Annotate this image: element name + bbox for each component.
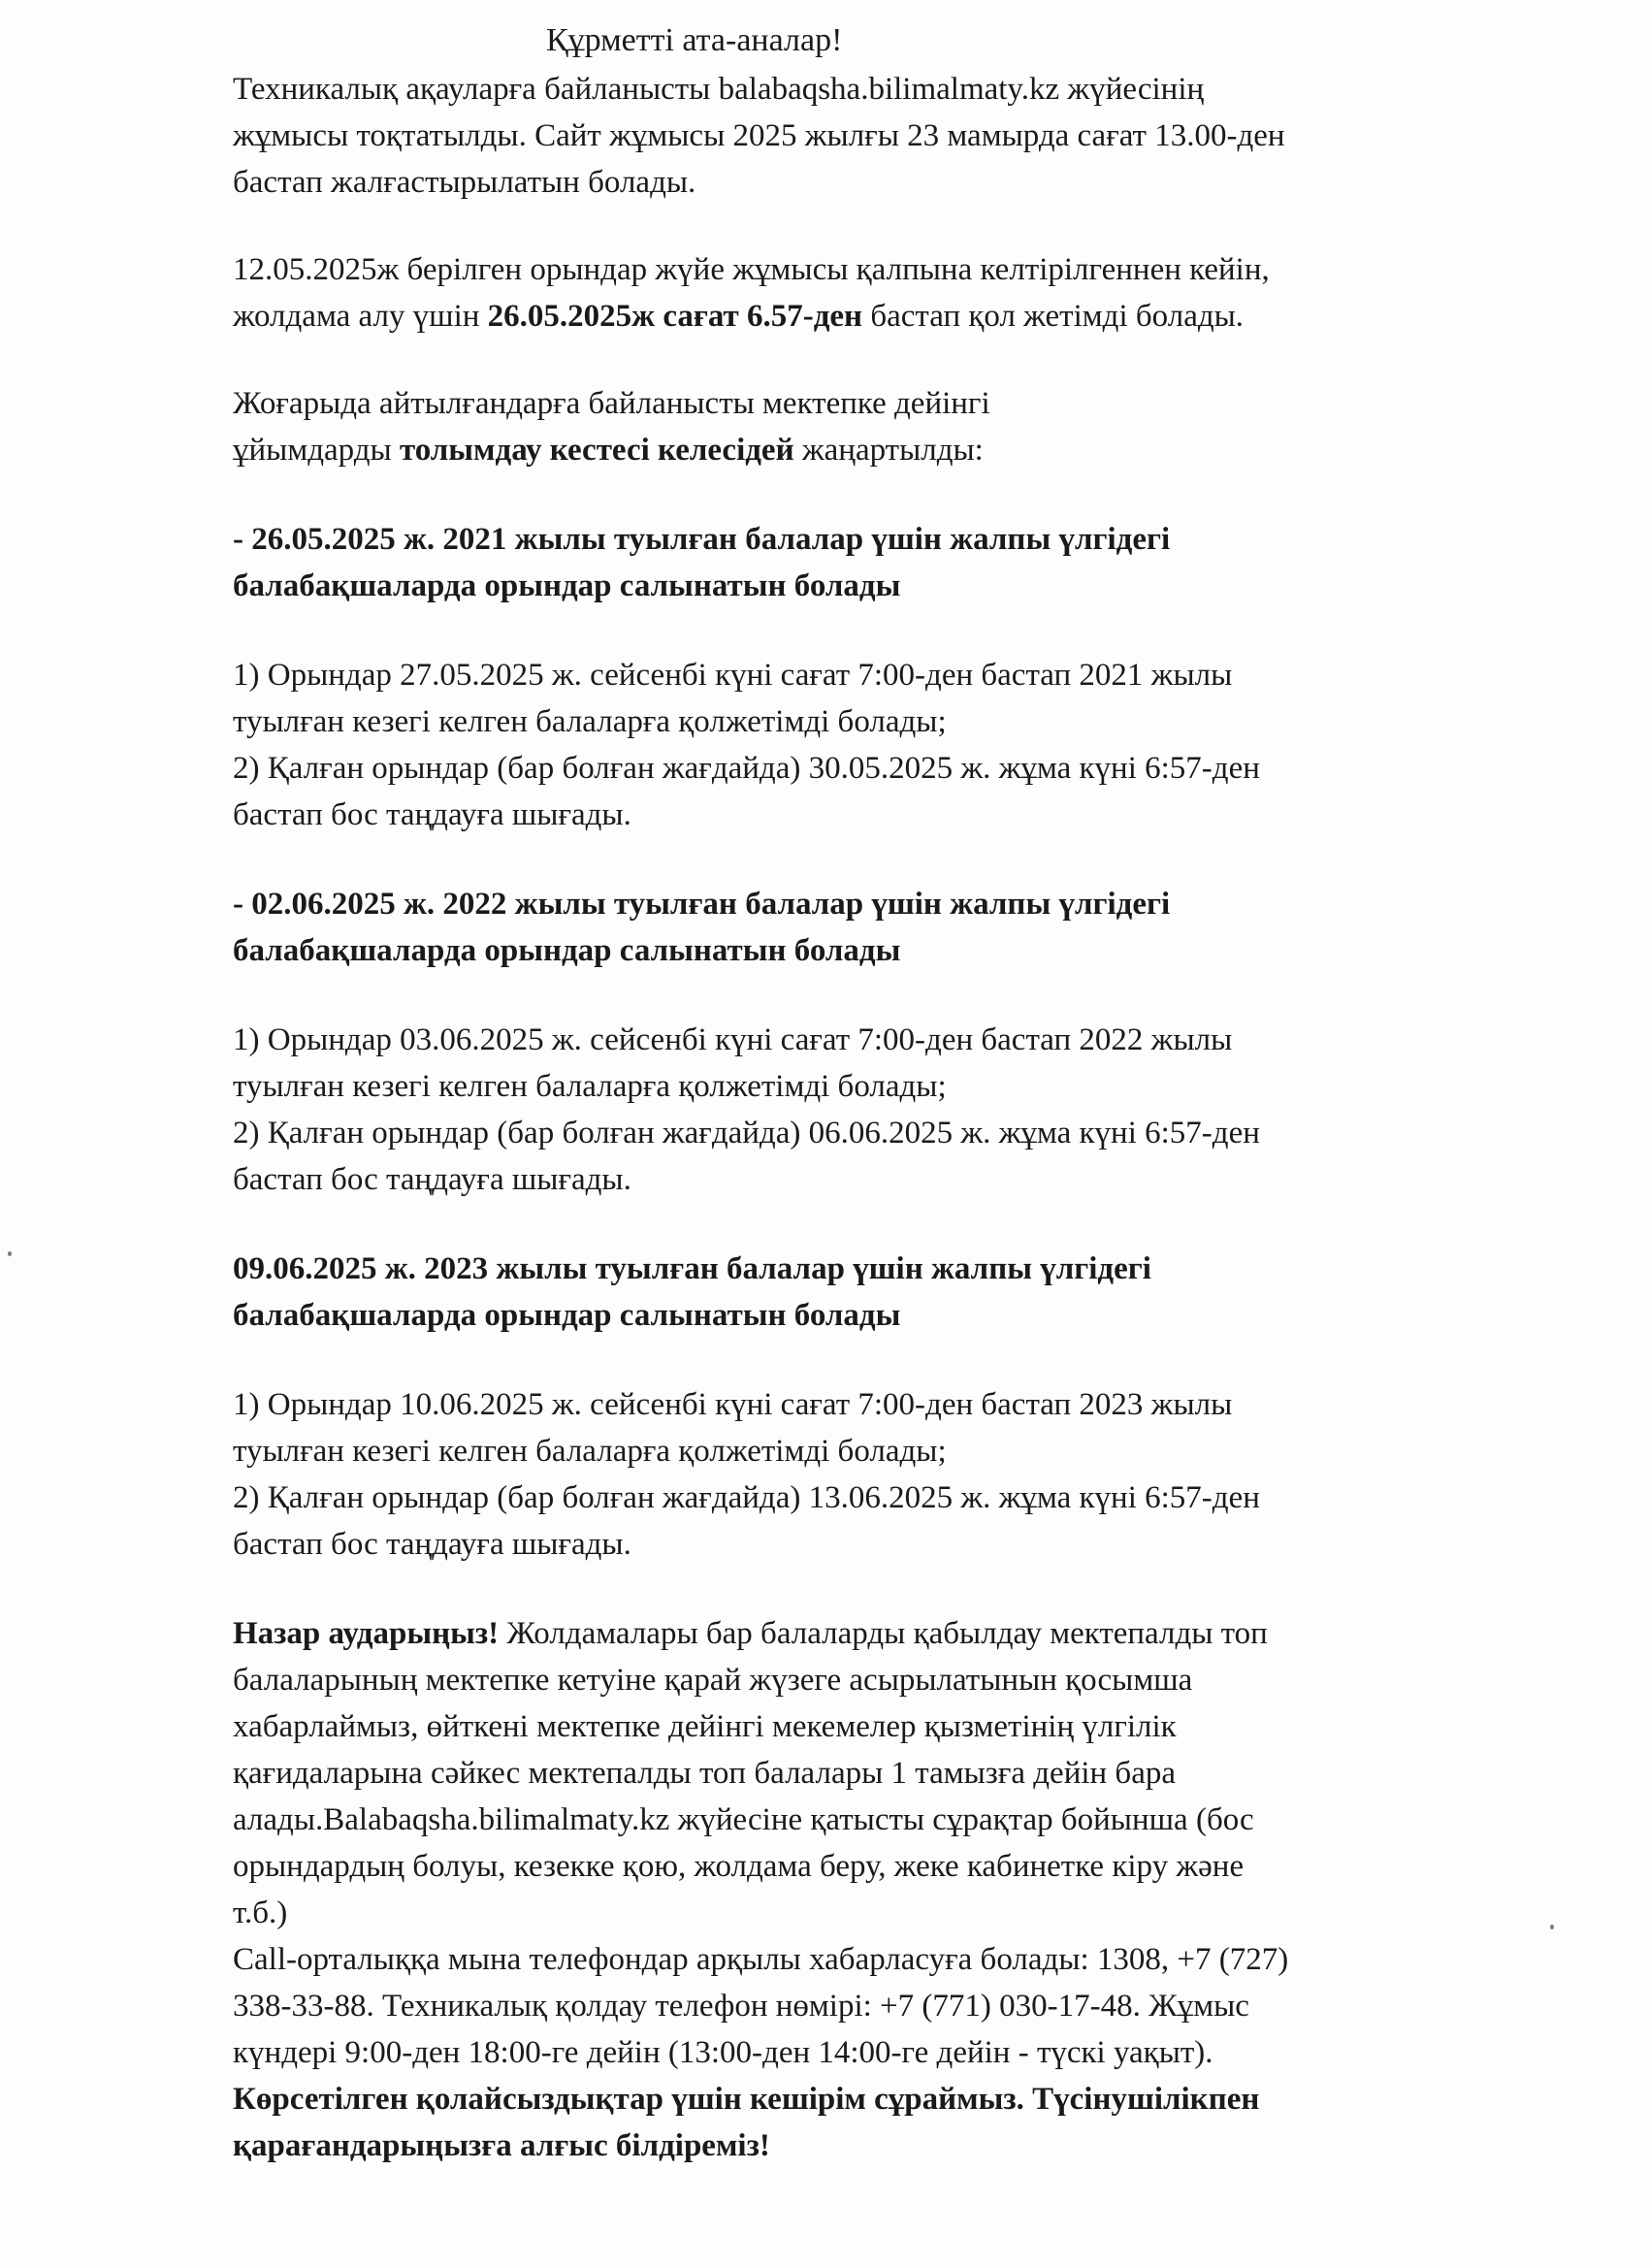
schedule-section-2022 <box>233 881 1533 1203</box>
section-heading <box>233 563 1533 609</box>
notice-lead: Назар аударыңыз! <box>233 1616 500 1651</box>
text-line: Жоғарыда айтылғандарға байланысты мектепке дейінгі <box>233 386 990 421</box>
text-line <box>233 1610 1533 1657</box>
text-line: күндері 9:00-ден 18:00-ге дейін (13:00-ден 14:00-ге дейін - түскі уақыт). <box>233 2035 1213 2070</box>
places-paragraph <box>233 246 1533 340</box>
bold-date: 26.05.2025ж сағат 6.57-ден <box>487 299 863 334</box>
list-item: туылған кезегі келген балаларға қолжетімді болады; <box>233 704 947 739</box>
text-line: т.б.) <box>233 1895 288 1930</box>
list-item: 2) Қалған орындар (бар болған жағдайда) 06.06.2025 ж. жұма күні 6:57-ден <box>233 1116 1260 1150</box>
closing-text: Көрсетілген қолайсыздықтар үшін кешірім сұраймыз. Түсінушілікпен <box>233 2082 1260 2117</box>
schedule-section-2021 <box>233 516 1533 838</box>
section-heading <box>233 927 1533 974</box>
text-line: балаларының мектепке кетуіне қарай жүзеге асырылатынын қосымша <box>233 1663 1193 1698</box>
closing-line <box>233 2122 1533 2169</box>
text-line: алады.Balabaqsha.bilimalmaty.kz жүйесіне қатысты сұрақтар бойынша (бос <box>233 1802 1254 1837</box>
document-body <box>233 66 1533 2169</box>
greeting-heading: Құрметті ата-аналар! <box>546 22 843 58</box>
section-heading-line: балабақшаларда орындар салынатын болады <box>233 568 901 603</box>
list-item: 2) Қалған орындар (бар болған жағдайда) 13.06.2025 ж. жұма күні 6:57-ден <box>233 1480 1260 1515</box>
list-item: 1) Орындар 27.05.2025 ж. сейсенбі күні сағат 7:00-ден бастап 2021 жылы <box>233 658 1233 693</box>
text-span: ұйымдарды <box>233 433 400 468</box>
text-line: 338-33-88. Техникалық қолдау телефон нөмірі: +7 (771) 030-17-48. Жұмыс <box>233 1989 1249 2024</box>
text-line <box>233 427 1533 473</box>
list-item: 1) Орындар 10.06.2025 ж. сейсенбі күні сағат 7:00-ден бастап 2023 жылы <box>233 1387 1233 1422</box>
section-heading <box>233 1246 1533 1292</box>
list-item: 2) Қалған орындар (бар болған жағдайда) 30.05.2025 ж. жұма күні 6:57-ден <box>233 751 1260 786</box>
notice-paragraph <box>233 1610 1533 2169</box>
schedule-intro-paragraph <box>233 380 1533 473</box>
text-line: орындардың болуы, кезекке қою, жолдама беру, жеке кабинетке кіру және <box>233 1849 1245 1884</box>
text-line: бастап жалғастырылатын болады. <box>233 165 696 200</box>
section-heading-line: - 02.06.2025 ж. 2022 жылы туылған балалар үшін жалпы үлгідегі <box>233 887 1171 922</box>
text-line <box>233 293 1533 340</box>
section-heading-line: - 26.05.2025 ж. 2021 жылы туылған балалар үшін жалпы үлгідегі <box>233 522 1171 557</box>
text-line: хабарлаймыз, өйткені мектепке дейінгі мекемелер қызметінің үлгілік <box>233 1709 1177 1744</box>
text-line: Техникалық ақауларға байланысты balabaqsha.bilimalmaty.kz жүйесінің <box>233 72 1205 107</box>
text-span: Жолдамалары бар балаларды қабылдау мектепалды топ <box>499 1616 1268 1651</box>
schedule-section-2023 <box>233 1246 1533 1568</box>
list-item: бастап бос таңдауға шығады. <box>233 1162 631 1197</box>
section-heading-line: балабақшаларда орындар салынатын болады <box>233 1298 901 1333</box>
section-heading-line: балабақшаларда орындар салынатын болады <box>233 933 901 968</box>
scan-speck <box>8 1251 12 1256</box>
text-span: жолдама алу үшін <box>233 299 488 334</box>
list-item: 1) Орындар 03.06.2025 ж. сейсенбі күні сағат 7:00-ден бастап 2022 жылы <box>233 1022 1233 1057</box>
section-heading <box>233 881 1533 927</box>
closing-text: қарағандарыңызға алғыс білдіреміз! <box>233 2128 770 2163</box>
list-item: туылған кезегі келген балаларға қолжетімді болады; <box>233 1434 947 1469</box>
list-item: бастап бос таңдауға шығады. <box>233 1527 631 1562</box>
text-line: қағидаларына сәйкес мектепалды топ балалары 1 тамызға дейін бара <box>233 1756 1177 1791</box>
text-line: 12.05.2025ж берілген орындар жүйе жұмысы қалпына келтірілгеннен кейін, <box>233 252 1270 287</box>
section-heading <box>233 516 1533 563</box>
section-heading-line: 09.06.2025 ж. 2023 жылы туылған балалар үшін жалпы үлгідегі <box>233 1251 1151 1286</box>
text-line: Call-орталыққа мына телефондар арқылы хабарласуға болады: 1308, +7 (727) <box>233 1942 1289 1977</box>
list-item: туылған кезегі келген балаларға қолжетімді болады; <box>233 1069 947 1104</box>
intro-paragraph <box>233 66 1533 206</box>
text-span: жаңартылды: <box>793 433 984 468</box>
list-item: бастап бос таңдауға шығады. <box>233 797 631 832</box>
text-line: жұмысы тоқтатылды. Сайт жұмысы 2025 жылғы 23 мамырда сағат 13.00-ден <box>233 118 1285 153</box>
scan-speck <box>1550 1925 1554 1929</box>
closing-line <box>233 2076 1533 2122</box>
section-heading <box>233 1292 1533 1339</box>
text-span: бастап қол жетімді болады. <box>862 299 1245 334</box>
bold-phrase: толымдау кестесі келесідей <box>399 433 794 468</box>
